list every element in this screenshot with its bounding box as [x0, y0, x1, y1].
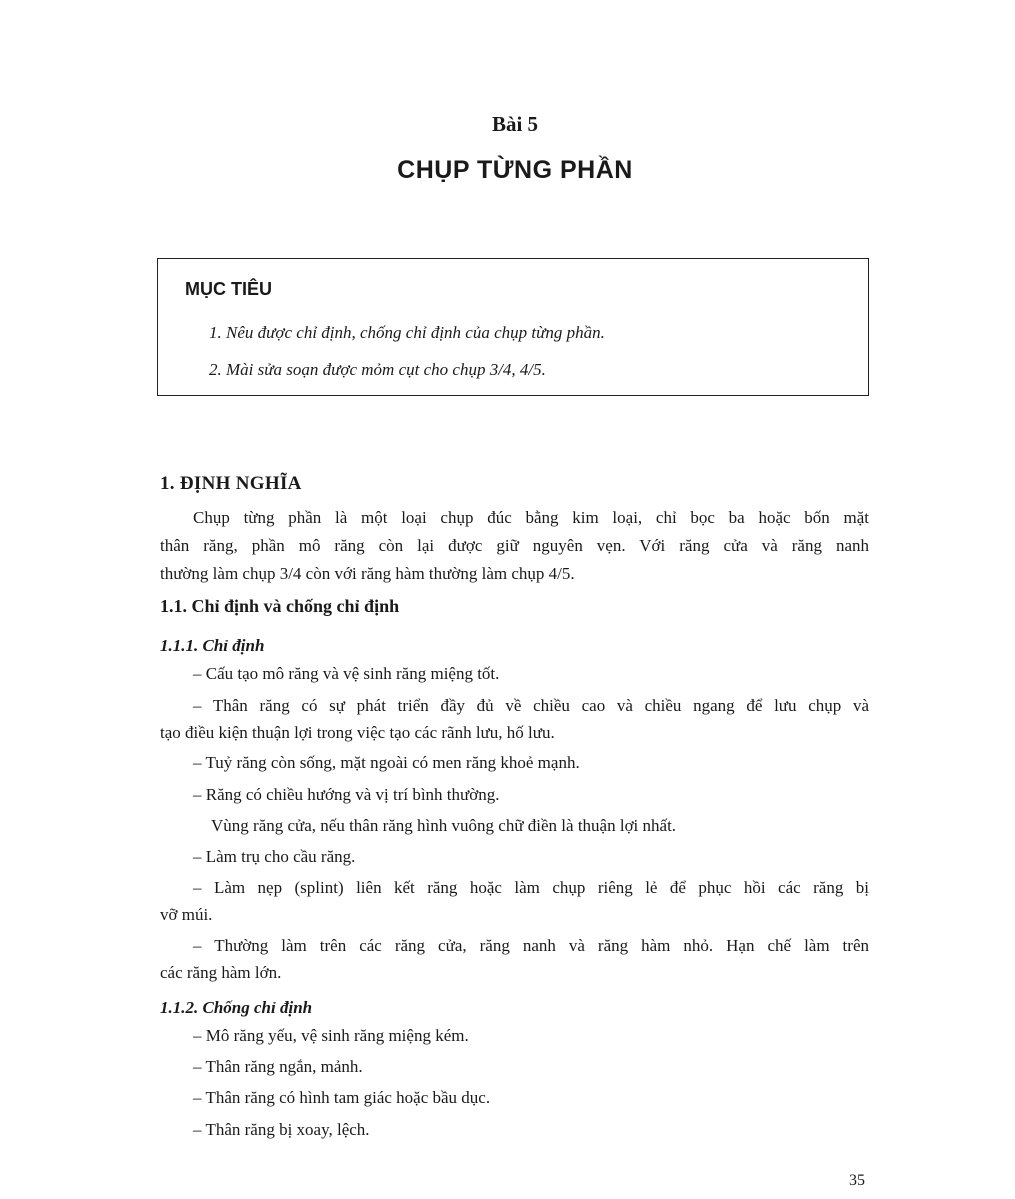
- contraindication-line-2: – Thân răng ngắn, mảnh.: [193, 1057, 363, 1076]
- objectives-box: [157, 258, 869, 396]
- subsection-heading-indications: 1.1. Chỉ định và chống chỉ định: [160, 596, 400, 616]
- definition-line-1: Chụp từng phần là một loại chụp đúc bằng kim loại, chỉ bọc ba hoặc bốn mặt: [193, 508, 869, 527]
- page-number: 35: [849, 1172, 865, 1189]
- indication-line-8: – Làm nẹp (splint) liên kết răng hoặc làm chụp riêng lẻ để phục hồi các răng bị: [193, 878, 869, 897]
- indication-line-10: – Thường làm trên các răng cửa, răng nanh và răng hàm nhỏ. Hạn chế làm trên: [193, 936, 869, 955]
- indication-line-11: các răng hàm lớn.: [160, 963, 282, 982]
- indication-line-2: – Thân răng có sự phát triển đầy đủ về chiều cao và chiều ngang để lưu chụp và: [193, 696, 869, 715]
- contraindications-heading: 1.1.2. Chống chỉ định: [160, 998, 313, 1017]
- indication-line-4: – Tuỷ răng còn sống, mặt ngoài có men răng khoẻ mạnh.: [193, 753, 580, 772]
- indication-line-5: – Răng có chiều hướng và vị trí bình thường.: [193, 785, 500, 804]
- indication-line-7: – Làm trụ cho cầu răng.: [193, 847, 356, 866]
- definition-line-2: thân răng, phần mô răng còn lại được giữ nguyên vẹn. Với răng cửa và răng nanh: [160, 536, 869, 555]
- indication-line-3: tạo điều kiện thuận lợi trong việc tạo các rãnh lưu, hố lưu.: [160, 723, 555, 742]
- objectives-heading: MỤC TIÊU: [185, 279, 272, 299]
- indication-line-6: Vùng răng cửa, nếu thân răng hình vuông chữ điền là thuận lợi nhất.: [211, 816, 677, 835]
- objective-item-1: 1. Nêu được chỉ định, chống chỉ định của chụp từng phần.: [209, 323, 605, 342]
- section-heading-definition: 1. ĐỊNH NGHĨA: [160, 473, 302, 494]
- lesson-number: Bài 5: [491, 112, 539, 136]
- lesson-title: CHỤP TỪNG PHẦN: [397, 156, 633, 184]
- contraindication-line-1: – Mô răng yếu, vệ sinh răng miệng kém.: [193, 1026, 469, 1045]
- definition-line-3: thường làm chụp 3/4 còn với răng hàm thường làm chụp 4/5.: [160, 564, 575, 583]
- indication-line-9: vỡ múi.: [160, 905, 213, 924]
- objective-item-2: 2. Mài sửa soạn được mỏm cụt cho chụp 3/4, 4/5.: [209, 360, 546, 379]
- indications-heading: 1.1.1. Chỉ định: [160, 636, 265, 655]
- contraindication-line-4: – Thân răng bị xoay, lệch.: [193, 1120, 370, 1139]
- indication-line-1: – Cấu tạo mô răng và vệ sinh răng miệng tốt.: [193, 664, 500, 683]
- contraindication-line-3: – Thân răng có hình tam giác hoặc bầu dục.: [193, 1088, 491, 1107]
